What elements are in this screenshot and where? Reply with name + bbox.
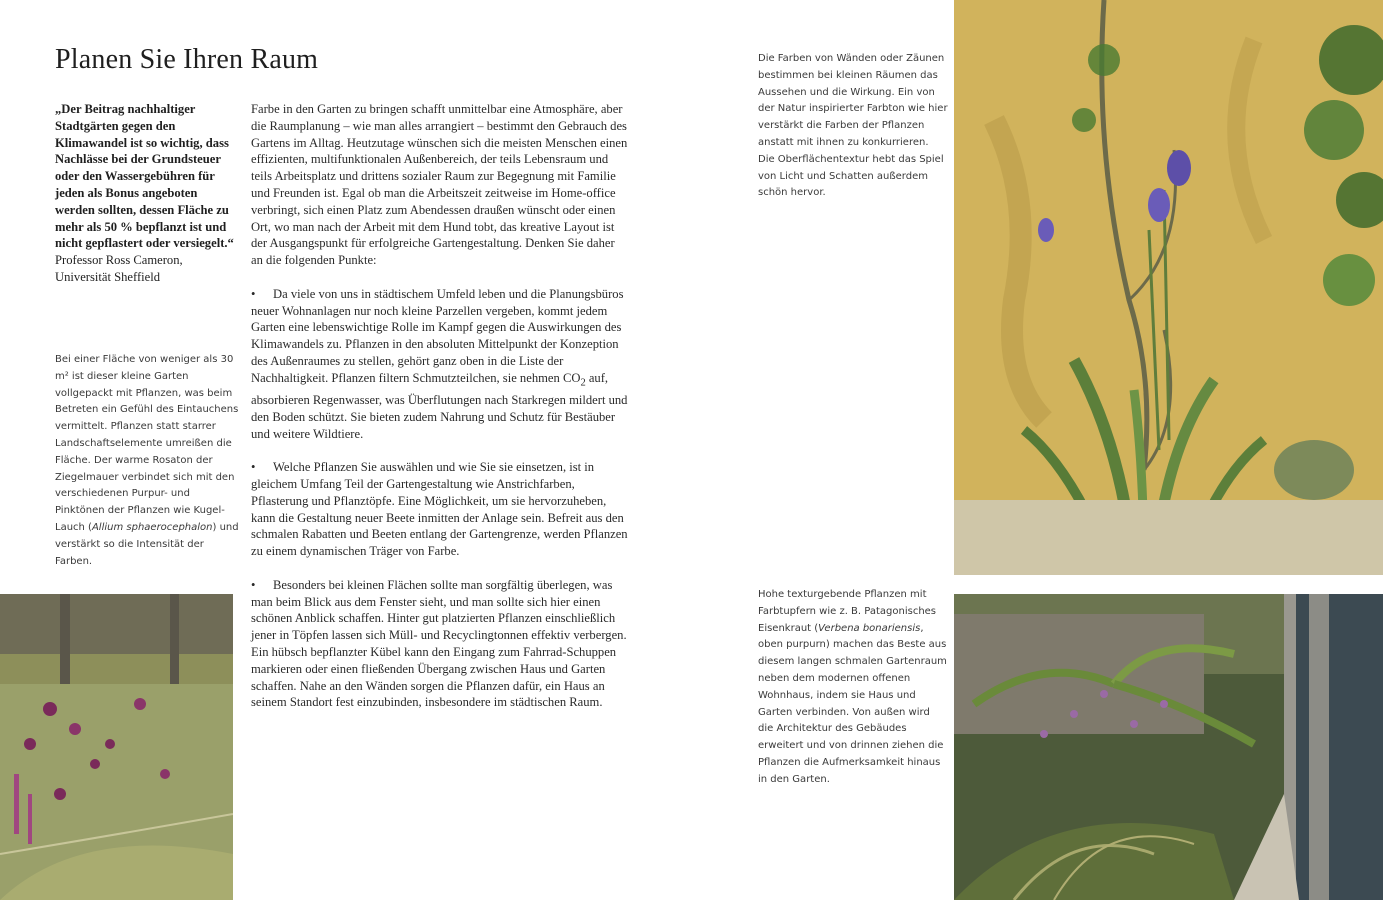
caption-left-part1: Bei einer Fläche von weniger als 30 m² ist dieser kleine Garten vollgepackt mit Pflanzen, was beim Betreten ein Gefühl des Eintauchens vermittelt. Pflanzen statt starrer Landschaftselemente umreißen die Fläche. Der warme Rosaton der Ziegelmauer verbindet sich mit den verschiedenen Purpur- und Pinktönen der Pflanzen wie Kugel-Lauch ( bbox=[55, 354, 239, 533]
bullet-1-subscript: 2 bbox=[580, 377, 586, 389]
quote-text: „Der Beitrag nachhaltiger Stadtgärten gegen den Klimawandel ist so wichtig, dass Nachlässe bei der Grundsteuer oder den Wassergebühren für jeden als Bonus angeboten werden sollten, dessen Fläche zu mehr als 50 % bepflanzt ist und nicht gepflastert oder versiegelt.“ bbox=[55, 102, 234, 251]
pull-quote bbox=[55, 101, 235, 286]
bullet-marker: • bbox=[251, 286, 256, 301]
bullet-marker: • bbox=[251, 460, 256, 475]
caption-right-bottom-latin-name: Verbena bonariensis bbox=[818, 622, 921, 634]
quote-affiliation: Universität Sheffield bbox=[55, 269, 161, 284]
caption-left-latin-name: Allium sphaerocephalon bbox=[91, 521, 213, 533]
intro-paragraph: Farbe in den Garten zu bringen schafft unmittelbar eine Atmosphäre, aber die Raumplanung – wie man alles arrangiert – bestimmt den Gebrauch des Gartens im Alltag. Heutzutage wünschen sich die meisten Menschen einen effizienten, multifunktionalen Außenbereich, der teils Lebensraum und teils Arbeitsplatz und drittens sozialer Raum zur Begegnung mit Familie und Freunden ist. Egal ob man die Arbeitszeit zeitweise im Home-office verbringt, sich einen Platz zum Abendessen draußen wünscht oder einen Ort, wo man nach der Arbeit mit dem Hund tobt, das kreative Layout ist der Ausgangspunkt für erfolgreiche Gartengestaltung. Denken Sie daher an die folgenden Punkte: bbox=[251, 102, 628, 268]
quote-author: Professor Ross Cameron, bbox=[55, 253, 183, 268]
page-title: Planen Sie Ihren Raum bbox=[55, 44, 319, 75]
bullet-1-text-a: Da viele von uns in städtischem Umfeld leben und die Planungsbüros neuer Wohnanlagen nur noch kleine Parzellen vergeben, kommt jedem Garten eine lebenswichtige Rolle im Kampf gegen die Auswirkungen des Klimawandels zu. Pflanzen in den absoluten Mittelpunkt der Konzeption des Außenraumes zu stellen, gehört ganz oben in die Liste der Nachhaltigkeit. Pflanzen filtern Schmutzteilchen, sie nehmen CO bbox=[251, 286, 624, 385]
caption-right-bottom-part1: Hohe texturgebende Pflanzen mit Farbtupfern wie z. B. Patagonisches Eisenkraut ( bbox=[758, 589, 937, 634]
bullet-paragraph-1 bbox=[251, 286, 629, 443]
bullet-paragraph-2 bbox=[251, 459, 629, 560]
caption-right-bottom bbox=[758, 587, 948, 789]
caption-left bbox=[55, 352, 240, 570]
bullet-1-text-b: auf, absorbieren Regenwasser, was Überflutungen nach Starkregen mildert und den Boden schützt. Sie bieten zudem Nahrung und Schutz für Bestäuber und weitere Wildtiere. bbox=[251, 370, 628, 441]
caption-left-part2: ) und verstärkt so die Intensität der Farben. bbox=[55, 521, 239, 567]
bullet-3-text: Besonders bei kleinen Flächen sollte man sorgfältig überlegen, was man beim Blick aus dem Fenster sieht, und man sollte sich hier einen schönen Anblick schaffen. Hinter gut platzierten Pflanzen einschließlich jener in Töpfen lassen sich Müll- und Recyclingtonnen effektiv verbergen. Ein hübsch bepflanzter Kübel kann den Eingang zum Fahrrad-Schuppen markieren oder einen fließenden Übergang zwischen Haus und Garten schaffen. Nahe an den Wänden sorgen die Pflanzen dafür, ein Haus an seinem Standort fest einzubinden, insbesondere im städtischen Raum. bbox=[251, 577, 627, 710]
bullet-paragraph-3 bbox=[251, 577, 629, 711]
bullet-marker: • bbox=[251, 577, 256, 592]
photo-iris-wall bbox=[954, 0, 1383, 575]
photo-fern-garden bbox=[954, 594, 1383, 900]
body-text bbox=[251, 101, 629, 728]
photo-allium-garden bbox=[0, 594, 233, 900]
bullet-2-text: Welche Pflanzen Sie auswählen und wie Sie sie einsetzen, ist in gleichem Umfang Teil der Gartengestaltung wie Anstrichfarben, Pflasterung und Pflanztöpfe. Eine Möglichkeit, um sie hervorzuheben, kann die Gestaltung neuer Beete inmitten der Anlage sein. Befreit aus den schmalen Rabatten und Beeten entlang der Gartengrenze, werden Pflanzen zu einem dynamischen Träger von Farbe. bbox=[251, 460, 628, 559]
caption-right-bottom-part2: , oben purpurn) machen das Beste aus diesem langen schmalen Gartenraum neben dem modernen offenen Wohnhaus, indem sie Haus und Garten verbinden. Von außen wird die Architektur des Gebäudes erweitert und von drinnen ziehen die Pflanzen die Aufmerksamkeit hinaus in den Garten. bbox=[758, 622, 947, 785]
caption-right-top: Die Farben von Wänden oder Zäunen bestimmen bei kleinen Räumen das Aussehen und die Wirkung. Ein von der Natur inspirierter Farbton wie hier verstärkt die Farben der Pflanzen anstatt mit ihnen zu konkurrieren. Die Oberflächentextur hebt das Spiel von Licht und Schatten außerdem schön hervor. bbox=[758, 53, 948, 199]
